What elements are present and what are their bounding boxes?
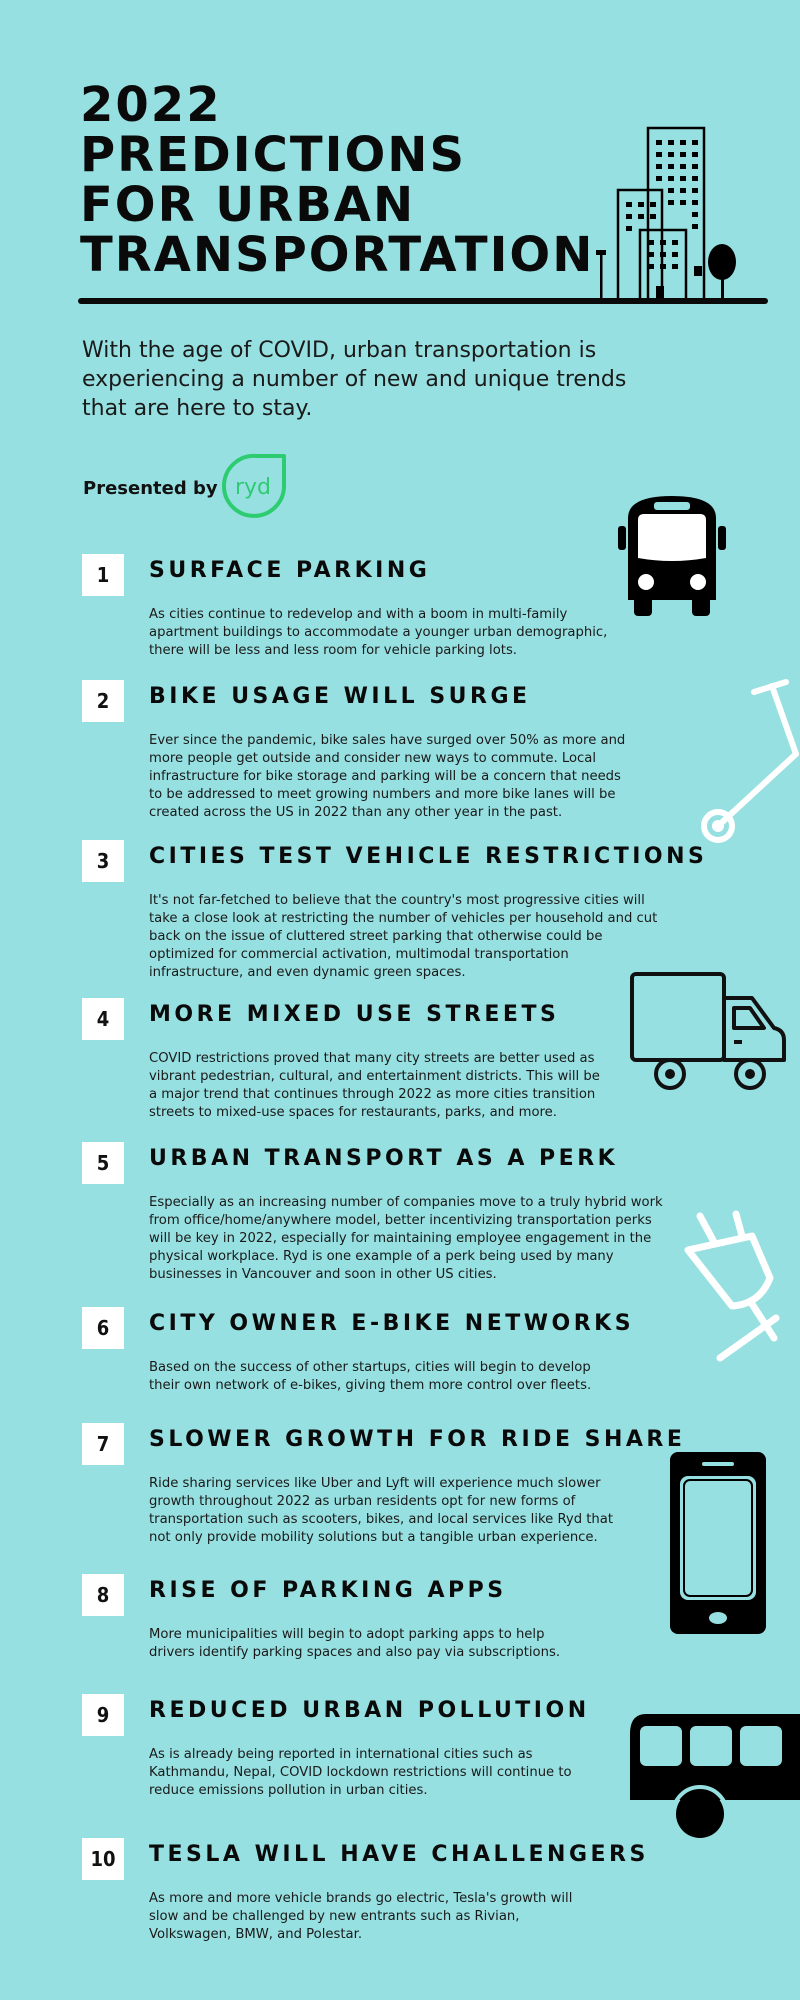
- title-line: FOR URBAN: [80, 177, 416, 233]
- title-line: 2022: [80, 77, 222, 133]
- item-title: CITY OWNER E-BIKE NETWORKS: [149, 1311, 635, 1336]
- item-title: RISE OF PARKING APPS: [149, 1578, 507, 1603]
- item-number: 9: [82, 1694, 124, 1736]
- plug-icon: [680, 1208, 800, 1368]
- smartphone-icon: [668, 1450, 768, 1636]
- item-body: More municipalities will begin to adopt parking apps to help drivers identify parking spaces and also pay via subscriptions.: [149, 1627, 561, 1660]
- title-line: TRANSPORTATION: [80, 227, 595, 283]
- ryd-logo: [222, 452, 290, 522]
- item-number: 5: [82, 1142, 124, 1184]
- item-number: 3: [82, 840, 124, 882]
- item-number: 1: [82, 554, 124, 596]
- item-body: As cities continue to redevelop and with a boom in multi-family apartment buildings to accommodate a younger urban demographic, there will be less and less room for vehicle parking lots.: [149, 607, 608, 658]
- intro-text: With the age of COVID, urban transportation is experiencing a number of new and unique trends that are here to stay.: [82, 338, 627, 421]
- item-number: 2: [82, 680, 124, 722]
- item-number: 10: [82, 1838, 124, 1880]
- logo-text: ryd: [234, 475, 272, 500]
- scooter-icon: [696, 676, 800, 846]
- item-number: 7: [82, 1423, 124, 1465]
- item-body: As is already being reported in international cities such as Kathmandu, Nepal, COVID lockdown restrictions will continue to reduce emissions pollution in urban cities.: [149, 1747, 572, 1798]
- item-body: It's not far-fetched to believe that the country's most progressive cities will take a close look at restricting the number of vehicles per household and cut back on the issue of cluttered street parking that otherwise could be optimized for commercial activation, multimodal transportation infrastructure, and even dynamic green spaces.: [149, 893, 658, 980]
- item-number: 4: [82, 998, 124, 1040]
- presented-by-label: Presented by: [83, 478, 218, 499]
- item-title: SLOWER GROWTH FOR RIDE SHARE: [149, 1427, 686, 1452]
- item-title: SURFACE PARKING: [149, 558, 431, 583]
- bus-side-icon: [626, 1710, 800, 1840]
- item-body: Ride sharing services like Uber and Lyft will experience much slower growth throughout 2022 as urban residents opt for new forms of transportation such as scooters, bikes, and local services like Ryd that not only provide mobility solutions but a tangible urban experience.: [149, 1476, 614, 1545]
- item-title: URBAN TRANSPORT AS A PERK: [149, 1146, 619, 1171]
- item-title: TESLA WILL HAVE CHALLENGERS: [149, 1842, 649, 1867]
- item-number: 6: [82, 1307, 124, 1349]
- item-title: BIKE USAGE WILL SURGE: [149, 684, 531, 709]
- truck-icon: [628, 968, 788, 1092]
- title-divider: [78, 298, 768, 304]
- item-body: As more and more vehicle brands go electric, Tesla's growth will slow and be challenged by new entrants such as Rivian, Volkswagen, BMW, and Polestar.: [149, 1891, 573, 1942]
- item-number: 8: [82, 1574, 124, 1616]
- bus-front-icon: [614, 490, 730, 630]
- buildings-icon: [590, 126, 750, 302]
- item-title: MORE MIXED USE STREETS: [149, 1002, 560, 1027]
- item-title: CITIES TEST VEHICLE RESTRICTIONS: [149, 844, 708, 869]
- page-title: [80, 77, 600, 283]
- item-body: Ever since the pandemic, bike sales have surged over 50% as more and more people get outside and consider new ways to commute. Local infrastructure for bike storage and parking will be a concern that needs to be addressed to meet growing numbers and more bike lanes will be created across the US in 2022 than any other year in the past.: [149, 733, 626, 820]
- item-body: Based on the success of other startups, cities will begin to develop their own network of e-bikes, giving them more control over fleets.: [149, 1360, 592, 1393]
- title-line: PREDICTIONS: [80, 127, 467, 183]
- item-title: REDUCED URBAN POLLUTION: [149, 1698, 590, 1723]
- item-body: Especially as an increasing number of companies move to a truly hybrid work from office/home/anywhere model, better incentivizing transportation perks will be key in 2022, especially for maintaining employee engagement in the physical workplace. Ryd is one example of a perk being used by many businesses in Vancouver and soon in other US cities.: [149, 1195, 663, 1282]
- item-body: COVID restrictions proved that many city streets are better used as vibrant pedestrian, cultural, and entertainment districts. This will be a major trend that continues through 2022 as more cities transition streets to mixed-use spaces for restaurants, parks, and more.: [149, 1051, 600, 1120]
